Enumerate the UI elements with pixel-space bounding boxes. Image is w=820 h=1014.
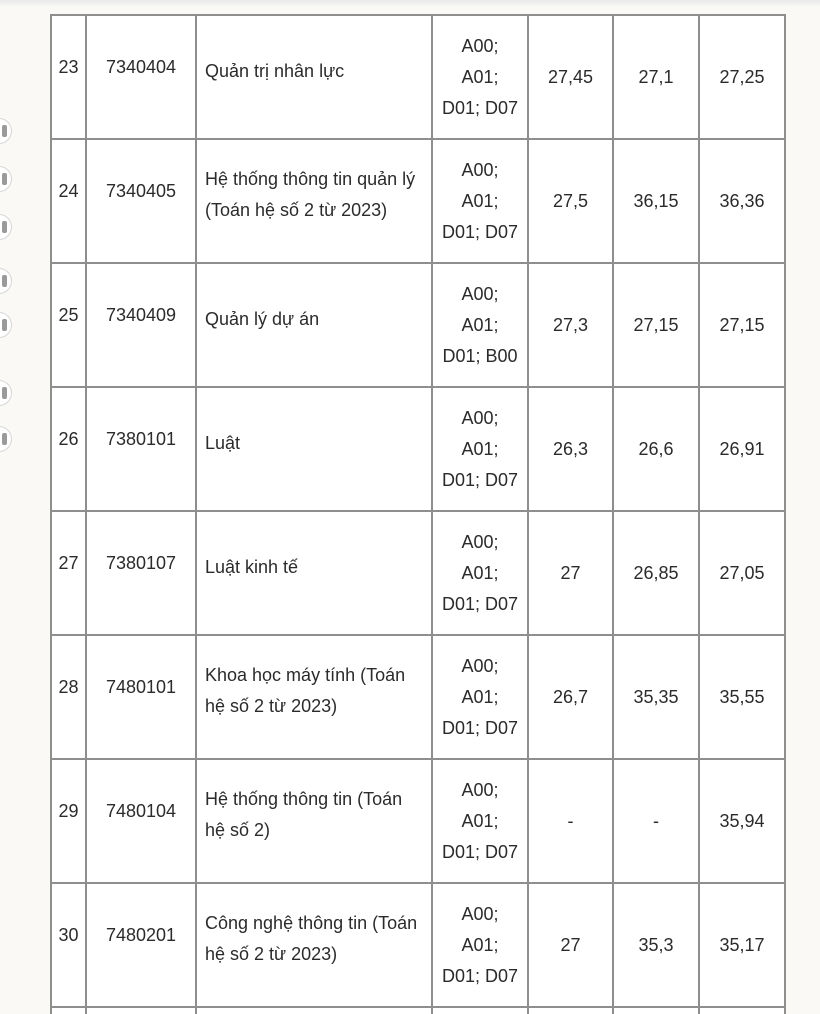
table-row — [51, 263, 785, 387]
share-icon[interactable] — [0, 312, 12, 338]
table-row — [51, 759, 785, 883]
score-value: 36,15 — [633, 190, 679, 211]
major-name-cell — [196, 511, 432, 635]
major-code: 7480104 — [105, 800, 177, 821]
score-cell-2 — [613, 883, 699, 1007]
row-number: 29 — [58, 800, 79, 821]
major-name: Luật — [205, 432, 241, 453]
score-cell-1 — [528, 883, 613, 1007]
table-row — [51, 635, 785, 759]
score-value: 26,6 — [638, 438, 674, 459]
major-name-cell — [196, 759, 432, 883]
score-cell-2 — [613, 511, 699, 635]
subject-block-cell — [432, 139, 528, 263]
empty-cell — [528, 1007, 613, 1014]
score-value: 27,1 — [638, 66, 674, 87]
row-number: 25 — [58, 304, 79, 325]
score-cell-1 — [528, 511, 613, 635]
score-cell-1 — [528, 15, 613, 139]
subject-block-cell — [432, 15, 528, 139]
score-cell-3 — [699, 15, 785, 139]
major-name: Quản lý dự án — [205, 308, 320, 329]
table-row — [51, 883, 785, 1007]
score-value: 27 — [560, 562, 581, 583]
score-cell-1 — [528, 139, 613, 263]
score-cell-3 — [699, 635, 785, 759]
score-value: 27,3 — [552, 314, 589, 335]
major-name: Luật kinh tế — [205, 556, 299, 577]
subject-blocks: A00; A01; D01; D07 — [441, 35, 519, 118]
score-cell-2 — [613, 139, 699, 263]
major-code-cell — [86, 759, 196, 883]
subject-blocks: A00; A01; D01; B00 — [442, 283, 518, 366]
subject-block-cell — [432, 759, 528, 883]
major-code-cell — [86, 387, 196, 511]
subject-blocks: A00; A01; D01; D07 — [441, 531, 519, 614]
row-number-cell — [51, 883, 86, 1007]
subject-block-cell — [432, 635, 528, 759]
table-row — [51, 387, 785, 511]
score-value: 26,91 — [719, 438, 765, 459]
subject-blocks: A00; A01; D01; D07 — [441, 407, 519, 490]
major-name: Công nghệ thông tin (Toán hệ số 2 từ 2023) — [205, 913, 418, 964]
score-value: 36,36 — [719, 190, 765, 211]
score-cell-1 — [528, 387, 613, 511]
score-cell-3 — [699, 759, 785, 883]
major-code: 7380107 — [105, 552, 177, 573]
major-code: 7480201 — [105, 924, 177, 945]
major-name: Hệ thống thông tin quản lý (Toán hệ số 2 từ 2023) — [205, 169, 416, 220]
major-code: 7340404 — [105, 56, 177, 77]
subject-blocks: A00; A01; D01; D07 — [441, 779, 519, 862]
score-cell-2 — [613, 635, 699, 759]
score-cell-3 — [699, 883, 785, 1007]
major-code: 7480101 — [105, 676, 177, 697]
row-number: 23 — [58, 56, 79, 77]
subject-block-cell — [432, 263, 528, 387]
score-value: 27,5 — [552, 190, 589, 211]
score-value: 27,15 — [719, 314, 765, 335]
major-name-cell — [196, 15, 432, 139]
empty-cell — [196, 1007, 432, 1014]
score-cell-2 — [613, 759, 699, 883]
subject-block-cell — [432, 511, 528, 635]
score-value: 26,85 — [633, 562, 679, 583]
major-name-cell — [196, 139, 432, 263]
table-row — [51, 511, 785, 635]
major-code-cell — [86, 511, 196, 635]
score-cell-1 — [528, 759, 613, 883]
row-number: 30 — [58, 924, 79, 945]
subject-blocks: A00; A01; D01; D07 — [441, 655, 519, 738]
share-icon[interactable] — [0, 214, 12, 240]
score-cell-3 — [699, 139, 785, 263]
row-number: 28 — [58, 676, 79, 697]
score-cell-1 — [528, 263, 613, 387]
score-value: 35,55 — [719, 686, 765, 707]
major-name: Khoa học máy tính (Toán hệ số 2 từ 2023) — [205, 665, 406, 716]
share-icon[interactable] — [0, 426, 12, 452]
row-number: 24 — [58, 180, 79, 201]
row-number-cell — [51, 387, 86, 511]
major-code-cell — [86, 263, 196, 387]
score-value: 27,05 — [719, 562, 765, 583]
row-number-cell — [51, 139, 86, 263]
subject-block-cell — [432, 883, 528, 1007]
major-code-cell — [86, 883, 196, 1007]
major-code: 7380101 — [105, 428, 177, 449]
score-value: 27 — [560, 934, 581, 955]
major-name-cell — [196, 883, 432, 1007]
subject-blocks: A00; A01; D01; D07 — [441, 903, 519, 986]
score-cell-2 — [613, 15, 699, 139]
admission-score-table — [50, 14, 786, 1014]
score-cell-3 — [699, 387, 785, 511]
score-cell-3 — [699, 263, 785, 387]
major-name-cell — [196, 263, 432, 387]
row-number: 26 — [58, 428, 79, 449]
score-value: 26,7 — [552, 686, 589, 707]
score-value: 27,15 — [633, 314, 679, 335]
major-name-cell — [196, 635, 432, 759]
score-value: 35,94 — [719, 810, 765, 831]
subject-block-cell — [432, 387, 528, 511]
score-cell-1 — [528, 635, 613, 759]
score-table-body — [51, 15, 785, 1014]
major-code: 7340409 — [105, 304, 177, 325]
empty-cell — [613, 1007, 699, 1014]
share-icon[interactable] — [0, 268, 12, 294]
score-value: 35,3 — [638, 934, 674, 955]
major-name-cell — [196, 387, 432, 511]
row-number-cell — [51, 511, 86, 635]
empty-cell — [699, 1007, 785, 1014]
empty-cell — [86, 1007, 196, 1014]
score-value: 27,45 — [547, 66, 594, 87]
score-value: 35,17 — [719, 934, 765, 955]
row-number-cell — [51, 15, 86, 139]
top-bar — [0, 0, 820, 6]
subject-blocks: A00; A01; D01; D07 — [441, 159, 519, 242]
major-code-cell — [86, 139, 196, 263]
major-code-cell — [86, 15, 196, 139]
table-row-partial — [51, 1007, 785, 1014]
score-cell-3 — [699, 511, 785, 635]
major-name: Hệ thống thông tin (Toán hệ số 2) — [205, 789, 403, 840]
score-value: 35,35 — [633, 686, 679, 707]
table-row — [51, 15, 785, 139]
score-cell-2 — [613, 387, 699, 511]
empty-cell — [51, 1007, 86, 1014]
empty-cell — [432, 1007, 528, 1014]
major-code: 7340405 — [105, 180, 177, 201]
score-value: 27,25 — [719, 66, 765, 87]
share-icon[interactable] — [0, 118, 12, 144]
row-number-cell — [51, 635, 86, 759]
score-value: - — [567, 810, 574, 831]
table-row — [51, 139, 785, 263]
share-icon[interactable] — [0, 166, 12, 192]
row-number-cell — [51, 759, 86, 883]
score-value: 26,3 — [552, 438, 589, 459]
score-value: - — [653, 810, 659, 831]
major-name: Quản trị nhân lực — [205, 60, 345, 81]
row-number: 27 — [58, 552, 79, 573]
row-number-cell — [51, 263, 86, 387]
share-icon[interactable] — [0, 380, 12, 406]
score-cell-2 — [613, 263, 699, 387]
major-code-cell — [86, 635, 196, 759]
